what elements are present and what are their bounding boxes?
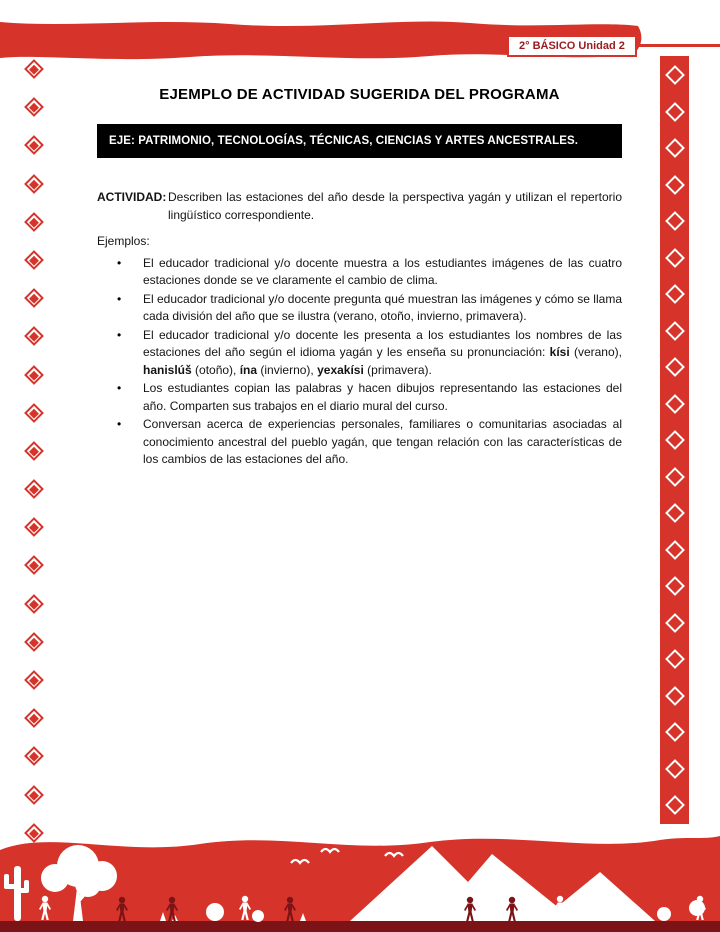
diamond-ornament-icon <box>24 365 44 385</box>
diamond-ornament-icon <box>665 430 685 450</box>
content-area <box>97 86 622 470</box>
diamond-ornament-icon <box>665 284 685 304</box>
right-ornament-bar <box>660 56 689 824</box>
diamond-ornament-icon <box>665 613 685 633</box>
diamond-ornament-icon <box>24 670 44 690</box>
diamond-ornament-icon <box>24 441 44 461</box>
bullet-text-segment: hanislúš <box>143 362 192 377</box>
bullet-text-segment: (verano), <box>569 345 622 359</box>
bullet-item <box>143 416 622 469</box>
diamond-ornament-icon <box>665 175 685 195</box>
diamond-ornament-icon <box>24 59 44 79</box>
bullet-text: El educador tradicional y/o docente pregunta qué muestran las imágenes y cómo se llama cada división del año que se ilustra (verano, otoño, invierno, primavera). <box>143 291 622 323</box>
diamond-ornament-icon <box>665 357 685 377</box>
diamond-ornament-icon <box>665 649 685 669</box>
diamond-ornament-icon <box>24 479 44 499</box>
diamond-ornament-icon <box>24 556 44 576</box>
diamond-ornament-icon <box>24 517 44 537</box>
diamond-ornament-icon <box>665 467 685 487</box>
bullet-text-segment: kísi <box>549 345 570 359</box>
diamond-ornament-icon <box>665 138 685 158</box>
diamond-ornament-icon <box>665 795 685 815</box>
diamond-ornament-icon <box>665 102 685 122</box>
diamond-ornament-icon <box>665 248 685 268</box>
diamond-ornament-icon <box>24 174 44 194</box>
diamond-ornament-icon <box>665 211 685 231</box>
diamond-ornament-icon <box>665 394 685 414</box>
activity-text: Describen las estaciones del año desde la perspectiva yagán y utilizan el repertorio lingüístico correspondiente. <box>168 190 622 222</box>
diamond-ornament-icon <box>24 212 44 232</box>
left-ornament-column <box>24 62 44 840</box>
diamond-ornament-icon <box>24 403 44 423</box>
diamond-ornament-icon <box>24 632 44 652</box>
bullet-text: Conversan acerca de experiencias personales, familiares o comunitarias asociadas al conocimiento ancestral del pueblo yagán, que tengan relación con las características de los cambios de las estaciones del año. <box>143 417 622 466</box>
bullet-text-segment: yexakísi <box>317 362 364 377</box>
diamond-ornament-icon <box>24 785 44 805</box>
bullet-text-segment: (invierno), <box>257 362 318 377</box>
bullet-text-segment: El educador tradicional y/o docente les presenta a los estudiantes los nombres de las estaciones del año según el idioma yagán y les enseña su pronunciación: <box>143 327 622 359</box>
bullet-text-segment: (primavera). <box>363 362 432 377</box>
diamond-ornament-icon <box>665 503 685 523</box>
diamond-ornament-icon <box>24 594 44 614</box>
bullet-item <box>143 327 622 380</box>
diamond-ornament-icon <box>665 321 685 341</box>
activity-paragraph <box>97 189 622 224</box>
diamond-ornament-icon <box>665 540 685 560</box>
bullet-text: El educador tradicional y/o docente muestra a los estudiantes imágenes de las cuatro estaciones donde se ve claramente el cambio de clima. <box>143 255 622 287</box>
diamond-ornament-icon <box>665 759 685 779</box>
diamond-ornament-icon <box>24 288 44 308</box>
bullet-item <box>143 255 622 290</box>
page-title: EJEMPLO DE ACTIVIDAD SUGERIDA DEL PROGRAMA <box>159 86 560 103</box>
diamond-ornament-icon <box>24 326 44 346</box>
bullet-item <box>143 380 622 415</box>
unit-badge: 2° BÁSICO Unidad 2 <box>507 35 637 57</box>
bullet-item <box>143 291 622 326</box>
examples-label: Ejemplos: <box>97 234 150 248</box>
activity-label: ACTIVIDAD: <box>97 190 167 204</box>
bullet-text-segment: (otoño), <box>191 362 240 377</box>
eje-banner: EJE: PATRIMONIO, TECNOLOGÍAS, TÉCNICAS, CIENCIAS Y ARTES ANCESTRALES. <box>97 124 622 158</box>
diamond-ornament-icon <box>665 65 685 85</box>
diamond-ornament-icon <box>665 722 685 742</box>
diamond-ornament-icon <box>665 686 685 706</box>
bullet-text: Los estudiantes copian las palabras y hacen dibujos representando las estaciones del año. Comparten sus trabajos en el diario mural del curso. <box>143 381 622 413</box>
bullet-text-segment: ína <box>239 362 258 377</box>
diamond-ornament-icon <box>24 135 44 155</box>
diamond-ornament-icon <box>24 250 44 270</box>
footer-art <box>0 816 720 932</box>
diamond-ornament-icon <box>24 97 44 117</box>
bullet-list <box>97 255 622 469</box>
diamond-ornament-icon <box>24 746 44 766</box>
diamond-ornament-icon <box>665 576 685 596</box>
diamond-ornament-icon <box>24 708 44 728</box>
